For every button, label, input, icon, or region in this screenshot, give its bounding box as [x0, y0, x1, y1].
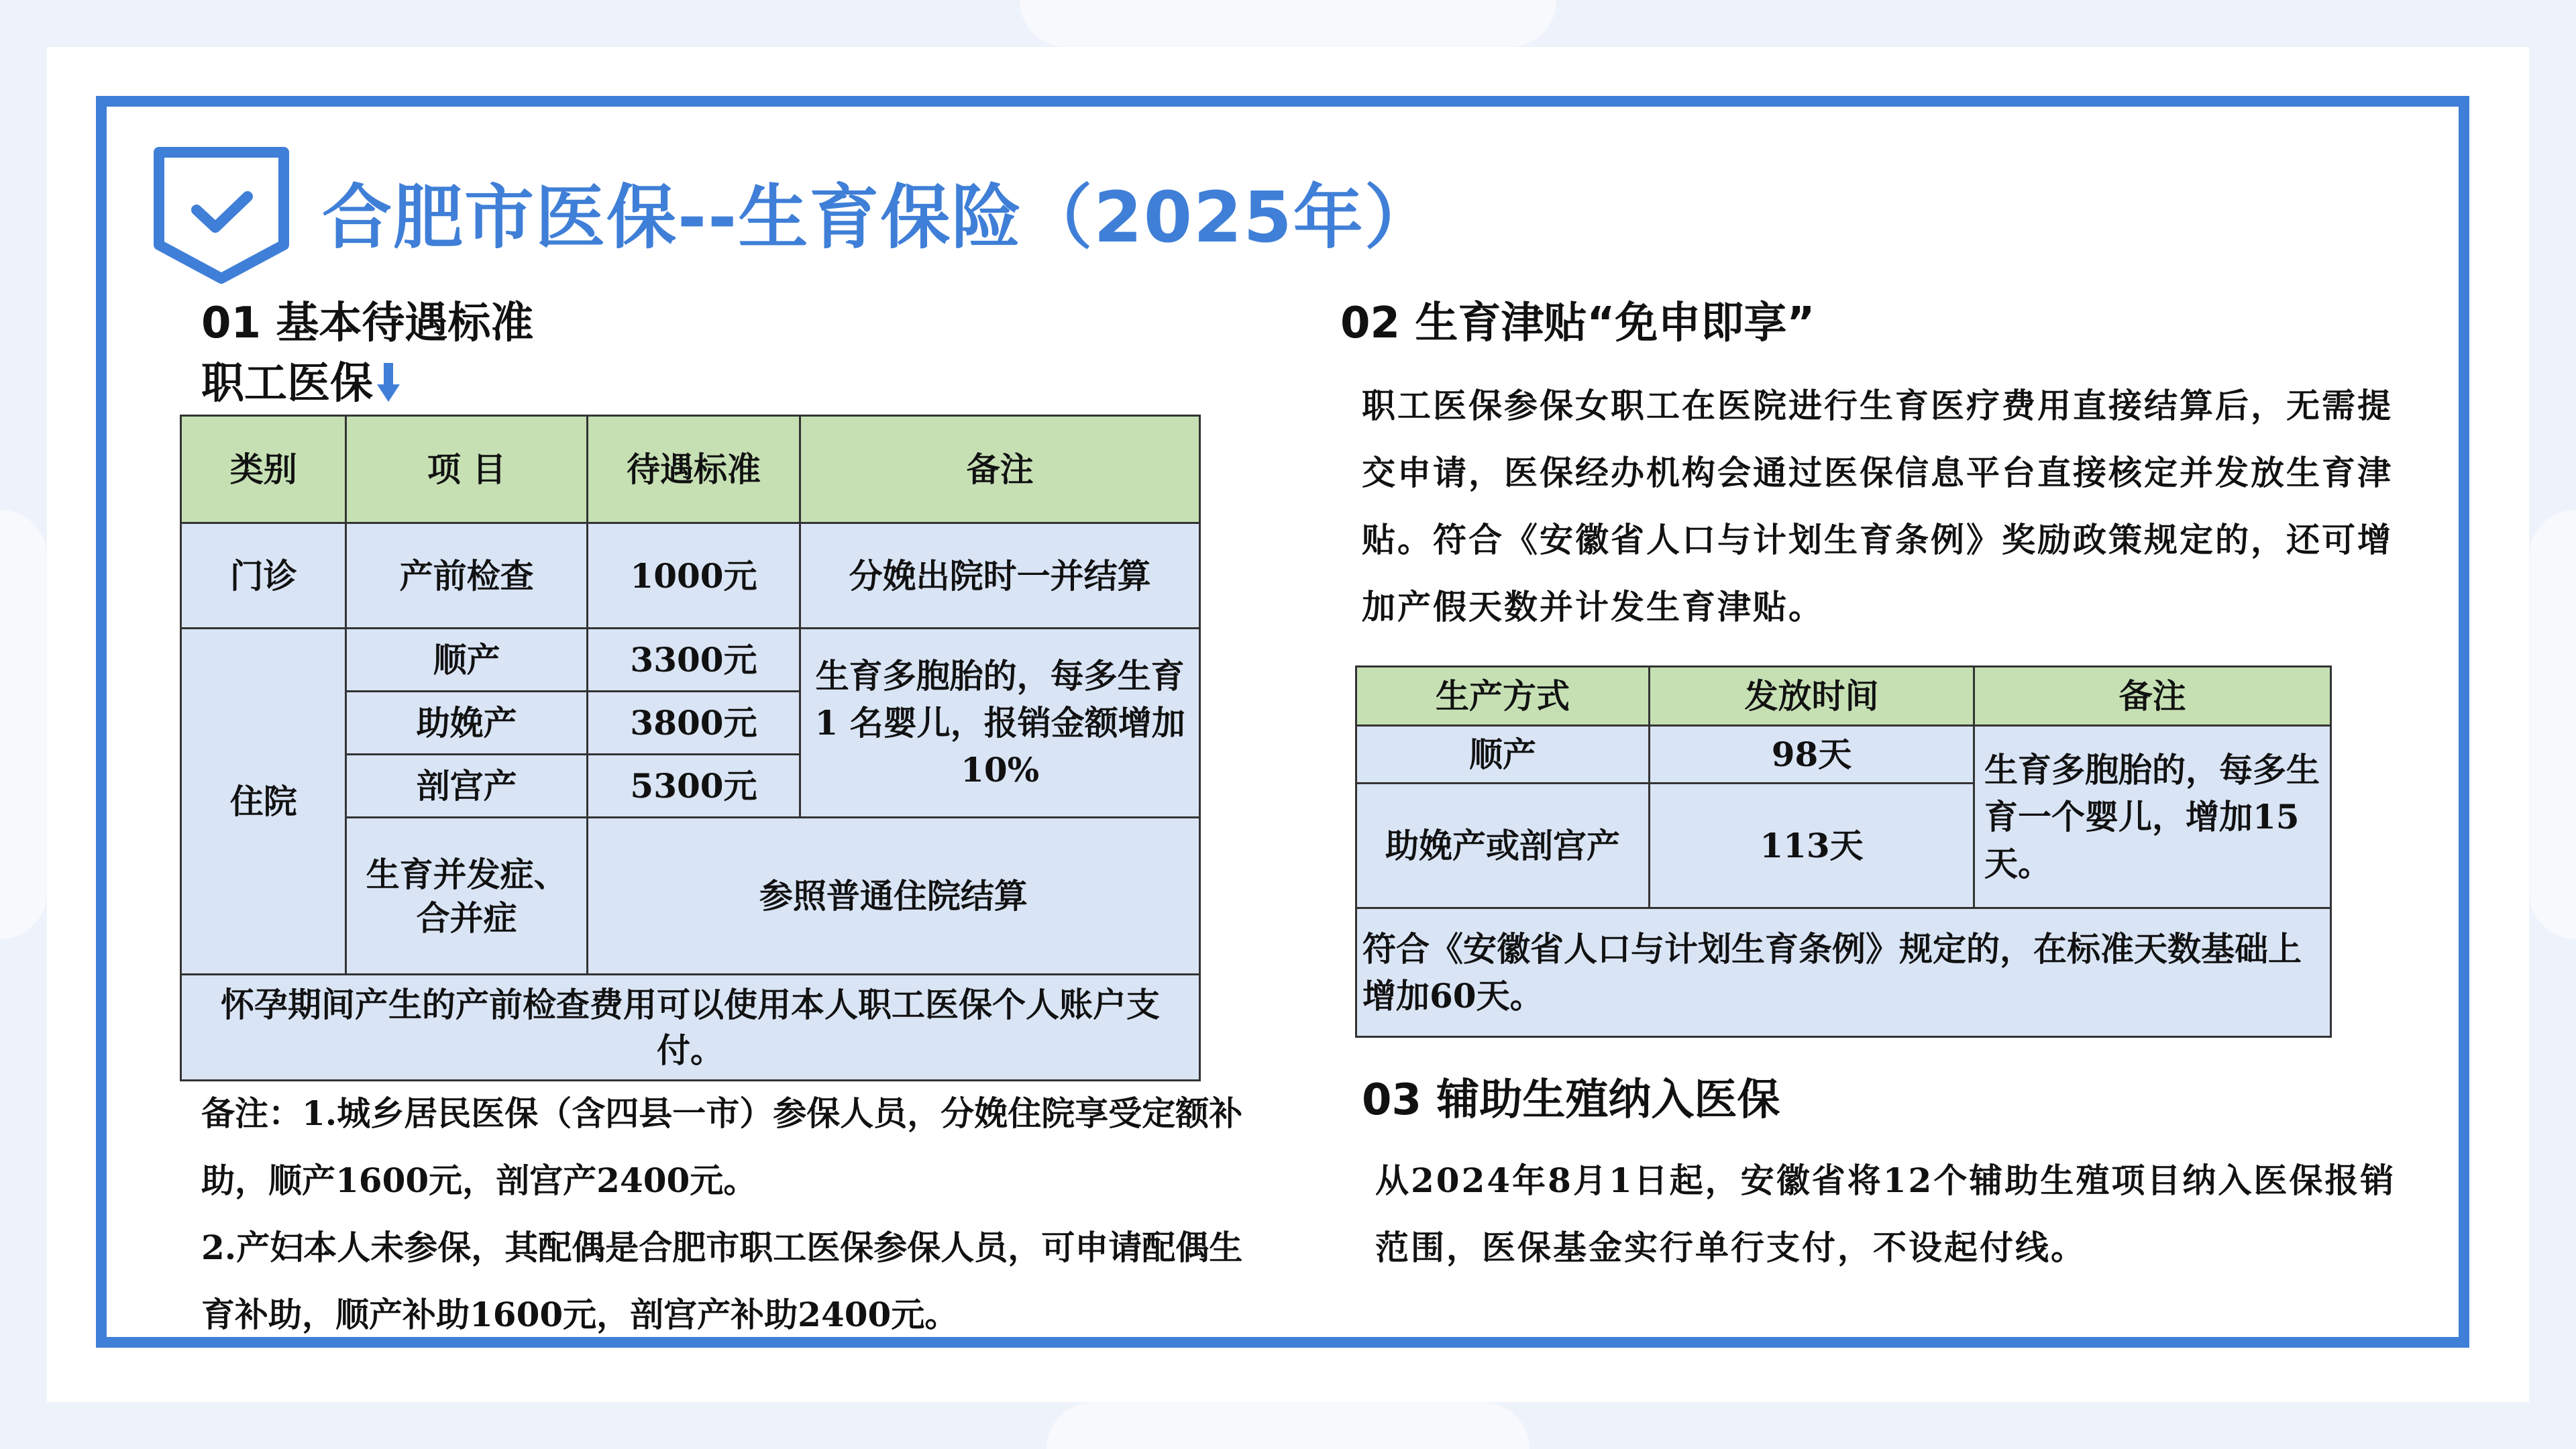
inpatient-category: 住院 [181, 629, 346, 975]
outpatient-category: 门诊 [181, 523, 346, 629]
header-remark: 备注 [1974, 667, 2331, 726]
page-title: 合肥市医保--生育保险（2025年） [322, 176, 1436, 258]
inpatient-remark: 生育多胞胎的，每多生育1 名婴儿，报销金额增加10% [800, 629, 1200, 818]
allowance-footer: 符合《安徽省人口与计划生育条例》规定的，在标准天数基础上增加60天。 [1356, 908, 2331, 1037]
section2-heading: 02 生育津贴“免申即享” [1340, 299, 1815, 348]
complication-item: 生育并发症、合并症 [346, 818, 587, 975]
header-remark: 备注 [800, 416, 1200, 523]
allowance-table [1355, 665, 2332, 1038]
section1-heading: 01 基本待遇标准 [201, 299, 534, 348]
table-footer: 怀孕期间产生的产前检查费用可以使用本人职工医保个人账户支付。 [181, 975, 1200, 1081]
background-shape [2529, 510, 2576, 939]
background-shape [1020, 0, 1556, 47]
check-shield-icon [151, 144, 292, 285]
header-standard: 待遇标准 [587, 416, 800, 523]
background-shape [1046, 1402, 1529, 1449]
section2-paragraph: 职工医保参保女职工在医院进行生育医疗费用直接结算后，无需提交申请，医保经办机构会通过医保信息平台直接核定并发放生育津贴。符合《安徽省人口与计划生育条例》奖励政策规定的，还可增加产假天数并计发生育津贴。 [1362, 386, 2393, 627]
inpatient-item: 剖宫产 [346, 755, 587, 818]
inpatient-item: 顺产 [346, 629, 587, 692]
header-category: 类别 [181, 416, 346, 523]
note-1: 备注：1.城乡居民医保（含四县一市）参保人员，分娩住院享受定额补助，顺产1600元，剖宫产2400元。 [201, 1093, 1243, 1200]
inpatient-amount: 3800元 [587, 692, 800, 755]
complication-note: 参照普通住院结算 [587, 818, 1199, 975]
background-shape [0, 510, 47, 939]
method-cell: 顺产 [1356, 726, 1650, 784]
method-cell: 助娩产或剖宫产 [1356, 784, 1650, 908]
days-cell: 98天 [1650, 726, 1974, 784]
header-item: 项 目 [346, 416, 587, 523]
allowance-remark: 生育多胞胎的，每多生育一个婴儿，增加15天。 [1974, 726, 2331, 908]
inpatient-item: 助娩产 [346, 692, 587, 755]
inpatient-amount: 3300元 [587, 629, 800, 692]
subheading-label: 职工医保 [201, 359, 373, 409]
header-method: 生产方式 [1356, 667, 1650, 726]
inpatient-amount: 5300元 [587, 755, 800, 818]
outpatient-item: 产前检查 [346, 523, 587, 629]
note-2: 2.产妇本人未参保，其配偶是合肥市职工医保参保人员，可申请配偶生育补助，顺产补助1600元，剖宫产补助2400元。 [201, 1228, 1243, 1334]
section1-subheading [201, 349, 400, 411]
header-time: 发放时间 [1650, 667, 1974, 726]
benefit-table [180, 415, 1201, 1081]
section3-heading: 03 辅助生殖纳入医保 [1362, 1075, 1780, 1125]
days-cell: 113天 [1650, 784, 1974, 908]
arrow-down-icon [377, 360, 400, 403]
outpatient-amount: 1000元 [587, 523, 800, 629]
section3-paragraph: 从2024年8月1日起，安徽省将12个辅助生殖项目纳入医保报销范围，医保基金实行单行支付，不设起付线。 [1375, 1161, 2396, 1267]
outpatient-remark: 分娩出院时一并结算 [800, 523, 1200, 629]
